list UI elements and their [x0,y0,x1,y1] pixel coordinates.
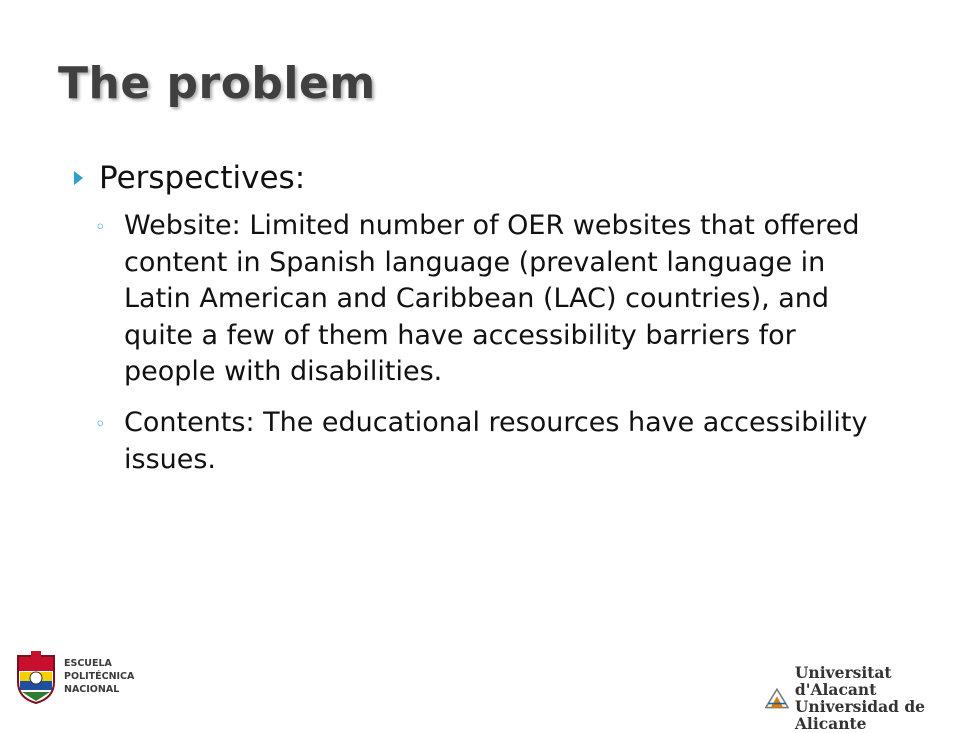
bullet-item-body [95,208,895,391]
ua-line-1: Universitat d'Alacant [794,663,892,699]
epn-line-2: POLITÉCNICA [64,670,135,682]
slide-title: The problem [58,58,376,109]
bullet-level1-text: Perspectives: [99,160,306,196]
ua-logo-text [795,664,960,732]
triangle-right-icon [74,171,83,185]
bullet-item-website [95,208,895,391]
ua-line-2: Universidad de Alicante [794,697,926,733]
bullet-item-term: Website [124,210,232,241]
epn-line-1: ESCUELA [64,657,112,669]
bullet-item-contents [95,405,895,478]
epn-logo [14,648,134,704]
bullet-item-term: Contents [124,407,246,438]
bullet-item-text: : Limited number of OER websites that offered content in Spanish language (prevalent language in Latin American and Caribbean (LAC) countries), and quite a few of them have accessibility barriers for people with disabilities. [124,210,860,387]
ua-emblem-icon [765,683,789,713]
ring-icon: ◦ [95,414,106,435]
epn-logo-text [64,657,134,696]
bullet-item-text: : The educational resources have accessibility issues. [124,407,868,475]
epn-line-3: NACIONAL [64,683,120,695]
bullet-level1 [70,160,305,196]
epn-seal-icon [14,648,58,704]
bullet-item-body [95,405,895,478]
ua-logo [765,664,960,732]
ring-icon: ◦ [95,217,106,238]
